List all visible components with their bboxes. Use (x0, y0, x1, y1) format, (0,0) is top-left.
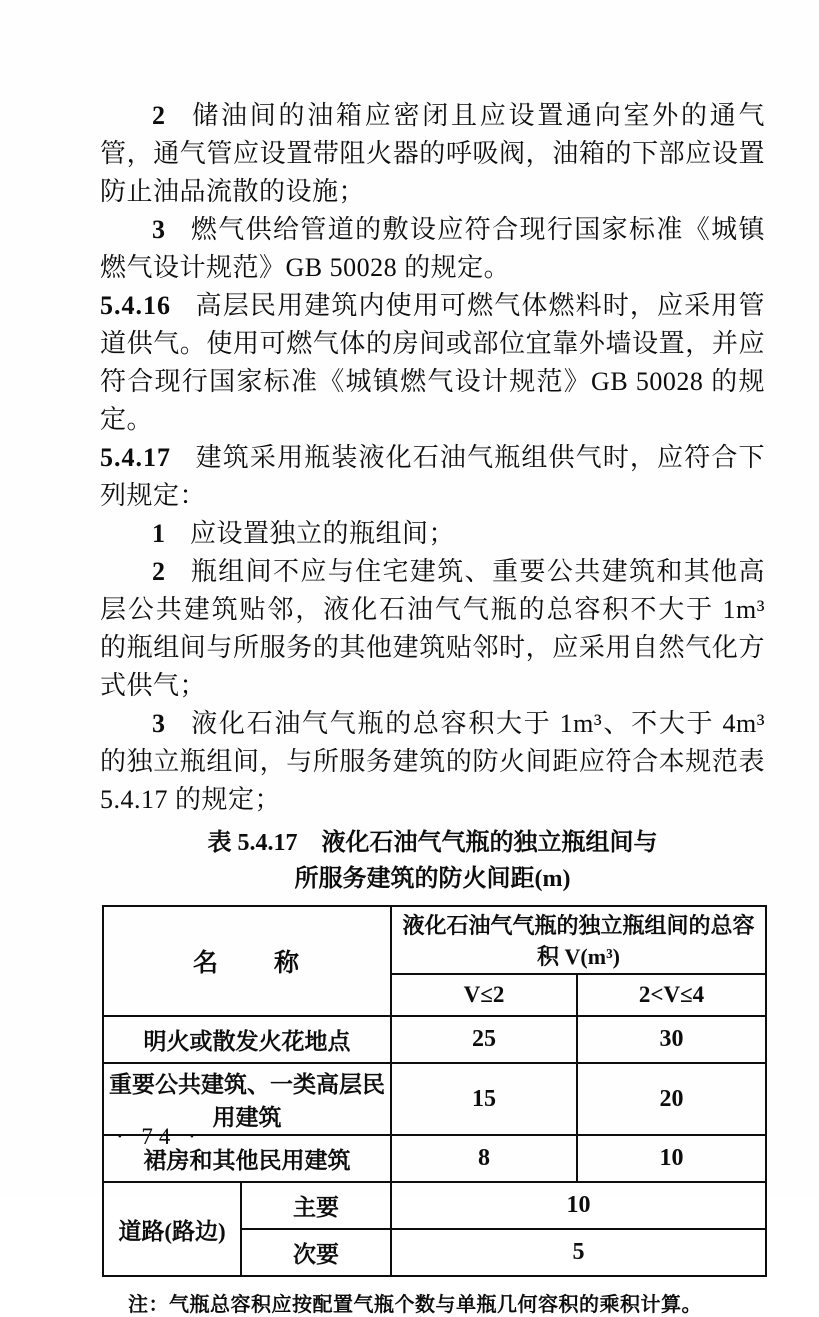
row-value-cell: 15 (391, 1063, 577, 1135)
clause-text: 储油间的油箱应密闭且应设置通向室外的通气管，通气管应设置带阻火器的呼吸阀，油箱的下部应设置防止油品流散的设施； (100, 101, 765, 206)
clause-text: 应设置独立的瓶组间； (190, 519, 456, 548)
row-name-cell: 重要公共建筑、一类高层民用建筑 (103, 1063, 391, 1135)
row-value-cell: 8 (391, 1135, 577, 1182)
section-number: 5.4.16 (100, 291, 171, 320)
table-row (103, 1016, 766, 1063)
clause-paragraph (100, 553, 765, 705)
table-caption (100, 825, 765, 897)
table-row-road-main (103, 1182, 766, 1229)
table-header-row (103, 906, 766, 974)
header-cell-v-le-2: V≤2 (391, 974, 577, 1016)
row-value-cell: 20 (577, 1063, 766, 1135)
row-value-cell: 30 (577, 1016, 766, 1063)
table-note: 注：气瓶总容积应按配置气瓶个数与单瓶几何容积的乘积计算。 (128, 1294, 702, 1316)
clause-paragraph (100, 515, 765, 553)
clause-paragraph (100, 97, 765, 211)
header-cell-volume: 液化石油气气瓶的独立瓶组间的总容积 V(m³) (391, 906, 766, 974)
section-number: 5.4.17 (100, 443, 171, 472)
road-group-cell: 道路(路边) (103, 1182, 241, 1276)
table-row (103, 1063, 766, 1135)
row-name-cell: 裙房和其他民用建筑 (103, 1135, 391, 1182)
section-text: 高层民用建筑内使用可燃气体燃料时，应采用管道供气。使用可燃气体的房间或部位宜靠外墙设置，并应符合现行国家标准《城镇燃气设计规范》GB 50028 的规定。 (100, 291, 765, 434)
clause-text: 燃气供给管道的敷设应符合现行国家标准《城镇燃气设计规范》GB 50028 的规定。 (100, 215, 765, 282)
table-caption-line1: 表 5.4.17 液化石油气气瓶的独立瓶组间与 (207, 830, 658, 856)
clause-paragraph (100, 705, 765, 819)
clause-text: 瓶组间不应与住宅建筑、重要公共建筑和其他高层公共建筑贴邻，液化石油气气瓶的总容积不大于 1m³ 的瓶组间与所服务的其他建筑贴邻时，应采用自然气化方式供气； (100, 557, 765, 700)
clause-text: 液化石油气气瓶的总容积大于 1m³、不大于 4m³ 的独立瓶组间，与所服务建筑的防火间距应符合本规范表 5.4.17 的规定； (100, 709, 765, 814)
section-paragraph (100, 287, 765, 439)
road-sub-value-cell: 5 (391, 1229, 766, 1276)
road-sub-label-cell: 主要 (241, 1182, 391, 1229)
section-paragraph (100, 439, 765, 515)
header-cell-name: 名 称 (103, 906, 391, 1016)
header-cell-v-2-4: 2<V≤4 (577, 974, 766, 1016)
row-value-cell: 10 (577, 1135, 766, 1182)
clause-number: 2 (152, 101, 166, 130)
table-caption-line2: 所服务建筑的防火间距(m) (294, 866, 571, 892)
section-text: 建筑采用瓶装液化石油气瓶组供气时，应符合下列规定： (100, 443, 765, 510)
fire-separation-table (102, 905, 767, 1277)
table-row (103, 1135, 766, 1182)
clause-paragraph (100, 211, 765, 287)
road-sub-label-cell: 次要 (241, 1229, 391, 1276)
page-number: · 74 · (116, 1124, 202, 1149)
row-name-cell: 明火或散发火花地点 (103, 1016, 391, 1063)
row-value-cell: 25 (391, 1016, 577, 1063)
clause-number: 2 (152, 557, 166, 586)
clause-number: 3 (152, 709, 166, 738)
clause-number: 1 (152, 519, 166, 548)
clause-number: 3 (152, 215, 166, 244)
road-sub-value-cell: 10 (391, 1182, 766, 1229)
